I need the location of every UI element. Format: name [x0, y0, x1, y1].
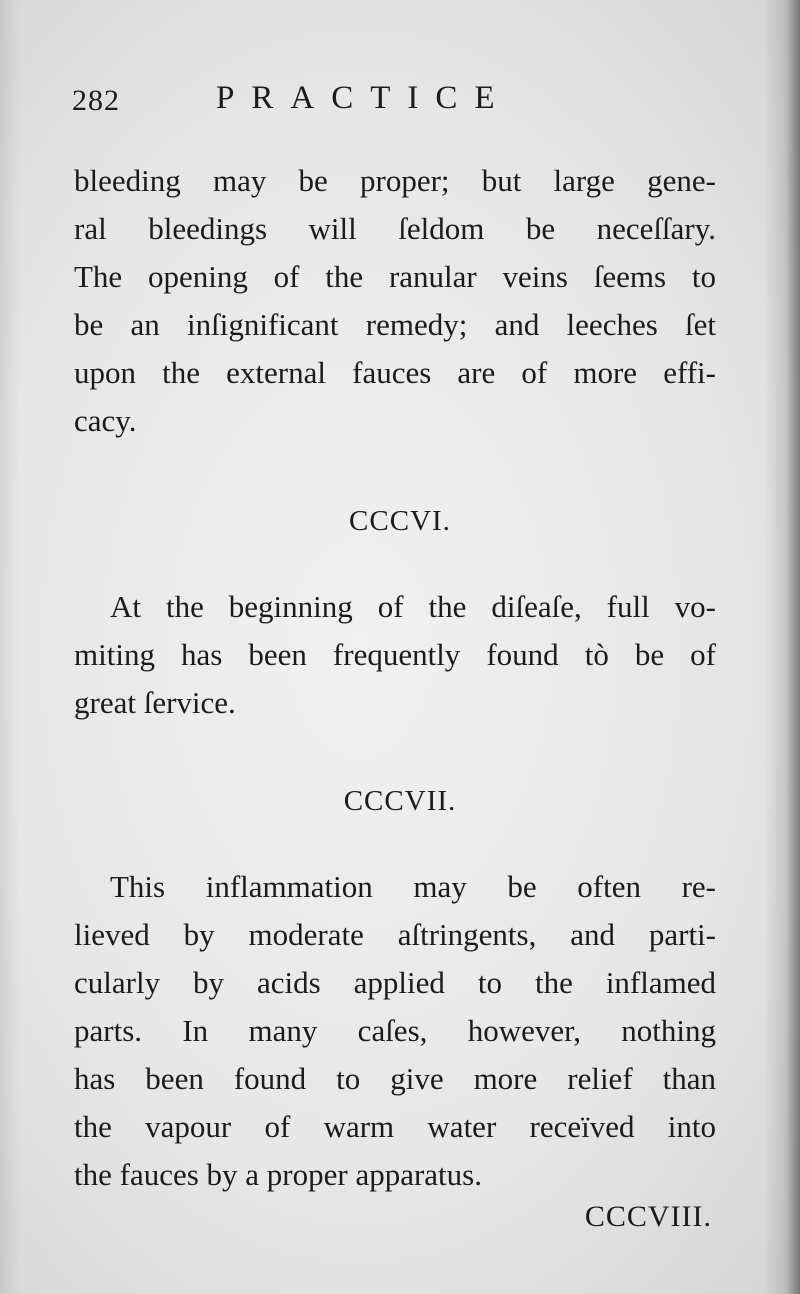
text-line: has been found to give more relief than [74, 1061, 716, 1096]
section-cccvii-paragraph [74, 911, 716, 1199]
catchword: CCCVIII. [584, 1200, 712, 1233]
text-line: upon the external fauces are of more effi- [74, 355, 716, 390]
paragraph-continued [74, 157, 716, 445]
section-heading-cccvii: CCCVII. [343, 785, 457, 817]
text-line: the vapour of warm water receïved into [74, 1109, 716, 1144]
text-line: bleeding may be proper; but large gene- [74, 163, 716, 198]
text-line: miting has been frequently found tò be of [74, 637, 716, 672]
page-binding-shadow [764, 0, 800, 1294]
text-line: parts. In many caſes, however, nothing [74, 1013, 716, 1048]
text-line: ral bleedings will ſeldom be neceſſary. [74, 211, 716, 246]
section-cccvi-paragraph [74, 631, 716, 727]
page-header [70, 78, 710, 128]
text-line: lieved by moderate aſtringents, and parti- [74, 917, 716, 952]
text-line: The opening of the ranular veins ſeems to [74, 259, 716, 294]
text-line: great ſervice. [74, 685, 236, 720]
text-line: be an inſignificant remedy; and leeches ſet [74, 307, 716, 342]
section-heading-cccvi: CCCVI. [349, 505, 451, 537]
text-line: This inflammation may be often re- [110, 869, 716, 904]
running-head: PRACTICE [216, 80, 512, 116]
section-cccvii-first-line [110, 863, 716, 911]
text-line: cacy. [74, 403, 137, 438]
text-line: cularly by acids applied to the inflamed [74, 965, 716, 1000]
section-cccvi-first-line [110, 583, 716, 631]
text-line: the fauces by a proper apparatus. [74, 1157, 482, 1192]
page-number: 282 [72, 84, 120, 117]
page-left-shadow [0, 0, 20, 1294]
text-line: At the beginning of the diſeaſe, full vo- [110, 589, 716, 624]
